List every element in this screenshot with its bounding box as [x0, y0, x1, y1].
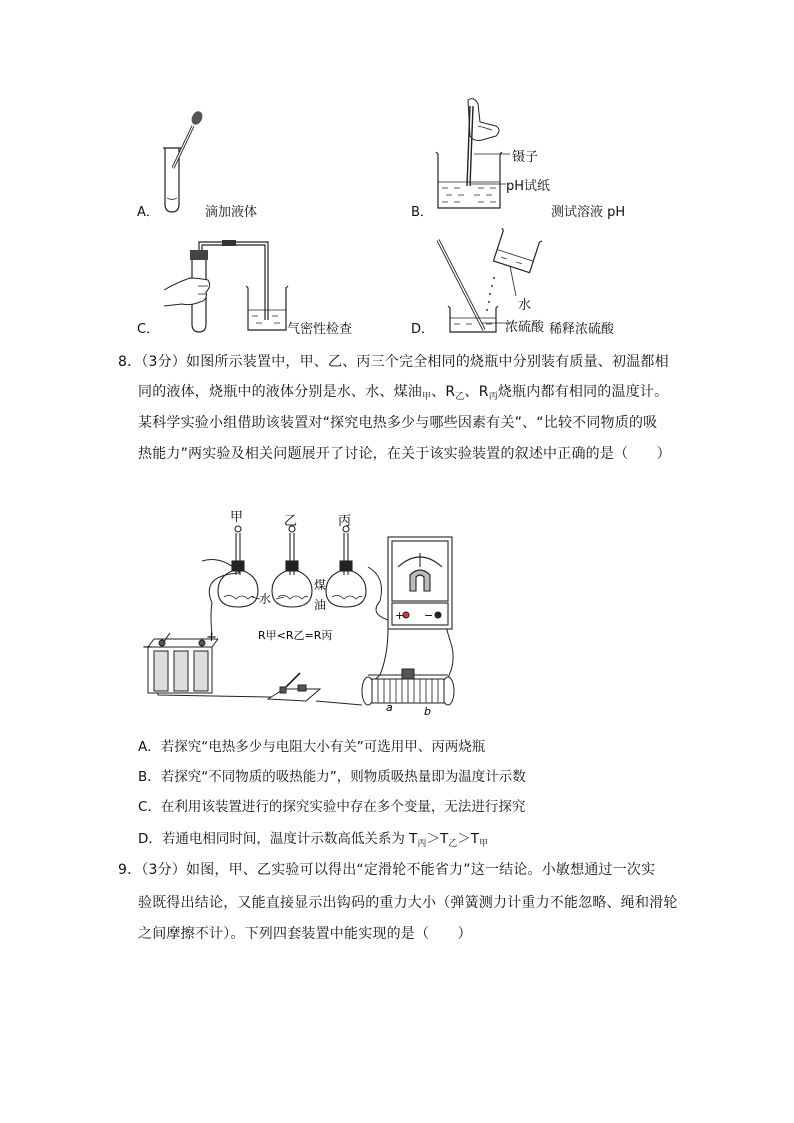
tweezers-label: 镊子	[512, 150, 539, 165]
question-stem-line: 某科学实验小组借助该装置对“探究电热多少与哪些因素有关”、“比较不同物质的吸	[138, 415, 658, 431]
answer-option-b: B．若探究“不同物质的吸热能力”，则物质吸热量即为温度计示数	[138, 769, 526, 785]
ph-paper-label: pH试纸	[506, 179, 551, 194]
meter-plus: +	[395, 609, 405, 622]
option-caption: 稀释浓硫酸	[549, 322, 615, 337]
flask-jia-label: 甲	[230, 510, 244, 525]
acid-label: 浓硫酸	[505, 320, 545, 335]
airtightness-figure	[160, 228, 290, 338]
kerosene-label: 煤	[314, 578, 327, 592]
question-stem-line: 之间摩擦不计）。下列四套装置中能实现的是（ ）	[138, 926, 472, 942]
circuit-diagram	[140, 505, 480, 720]
question-stem-line: 验既得出结论，又能直接显示出钩码的重力大小（弹簧测力计重力不能忽略、绳和滑轮	[138, 895, 678, 911]
option-caption: 测试溶液 pH	[551, 205, 626, 220]
meter-minus: −	[424, 609, 434, 622]
question-stem-line: 同的液体，烧瓶中的液体分别是水、水、煤油$_甲$、$R_乙$、$R_丙$烧瓶内都有相同的温度计。	[138, 384, 669, 402]
answer-option-d: D．若通电相同时间，温度计示数高低关系为 $T_丙>T_乙>T_甲$	[138, 831, 488, 849]
question-stem-line: 热能力”两实验及相关问题展开了讨论，在关于该实验装置的叙述中正确的是（ ）	[138, 446, 671, 462]
ph-test-figure	[430, 96, 510, 216]
option-letter: C．	[137, 322, 160, 337]
battery-minus: −	[142, 640, 153, 655]
flask-yi	[272, 526, 312, 607]
flask-yi-label: 乙	[284, 514, 298, 529]
flask-bing-label: 丙	[338, 514, 352, 529]
option-caption: 气密性检查	[287, 322, 353, 337]
option-caption: 滴加液体	[205, 205, 258, 220]
flask-jia	[218, 526, 258, 607]
battery	[148, 639, 218, 693]
option-letter: A．	[137, 205, 159, 220]
battery-plus: +	[206, 630, 217, 645]
option-letter: B．	[411, 205, 433, 220]
option-letter: D．	[411, 322, 435, 337]
water-label: 水	[518, 298, 532, 313]
kerosene-label: 油	[314, 598, 327, 612]
flask-bing	[326, 526, 366, 607]
water-label: 水	[259, 592, 272, 606]
answer-option-c: C．在利用该装置进行的探究实验中存在多个变量，无法进行探究	[138, 799, 526, 815]
rheostat	[362, 669, 454, 705]
question-stem-line: 8．（3分）如图所示装置中，甲、乙、丙三个完全相同的烧瓶中分别装有质量、初温都相	[118, 354, 669, 370]
answer-option-a: A．若探究“电热多少与电阻大小有关”可选用甲、丙两烧瓶	[138, 739, 486, 755]
resistance-relation: R甲<R乙=R丙	[258, 629, 333, 642]
rheostat-terminal-b: b	[424, 705, 431, 718]
knife-switch	[268, 673, 320, 701]
question-stem-line: 9．（3分）如图，甲、乙实验可以得出“定滑轮不能省力”这一结论。小敏想通过一次实	[118, 862, 656, 878]
rheostat-terminal-a: a	[386, 701, 393, 714]
